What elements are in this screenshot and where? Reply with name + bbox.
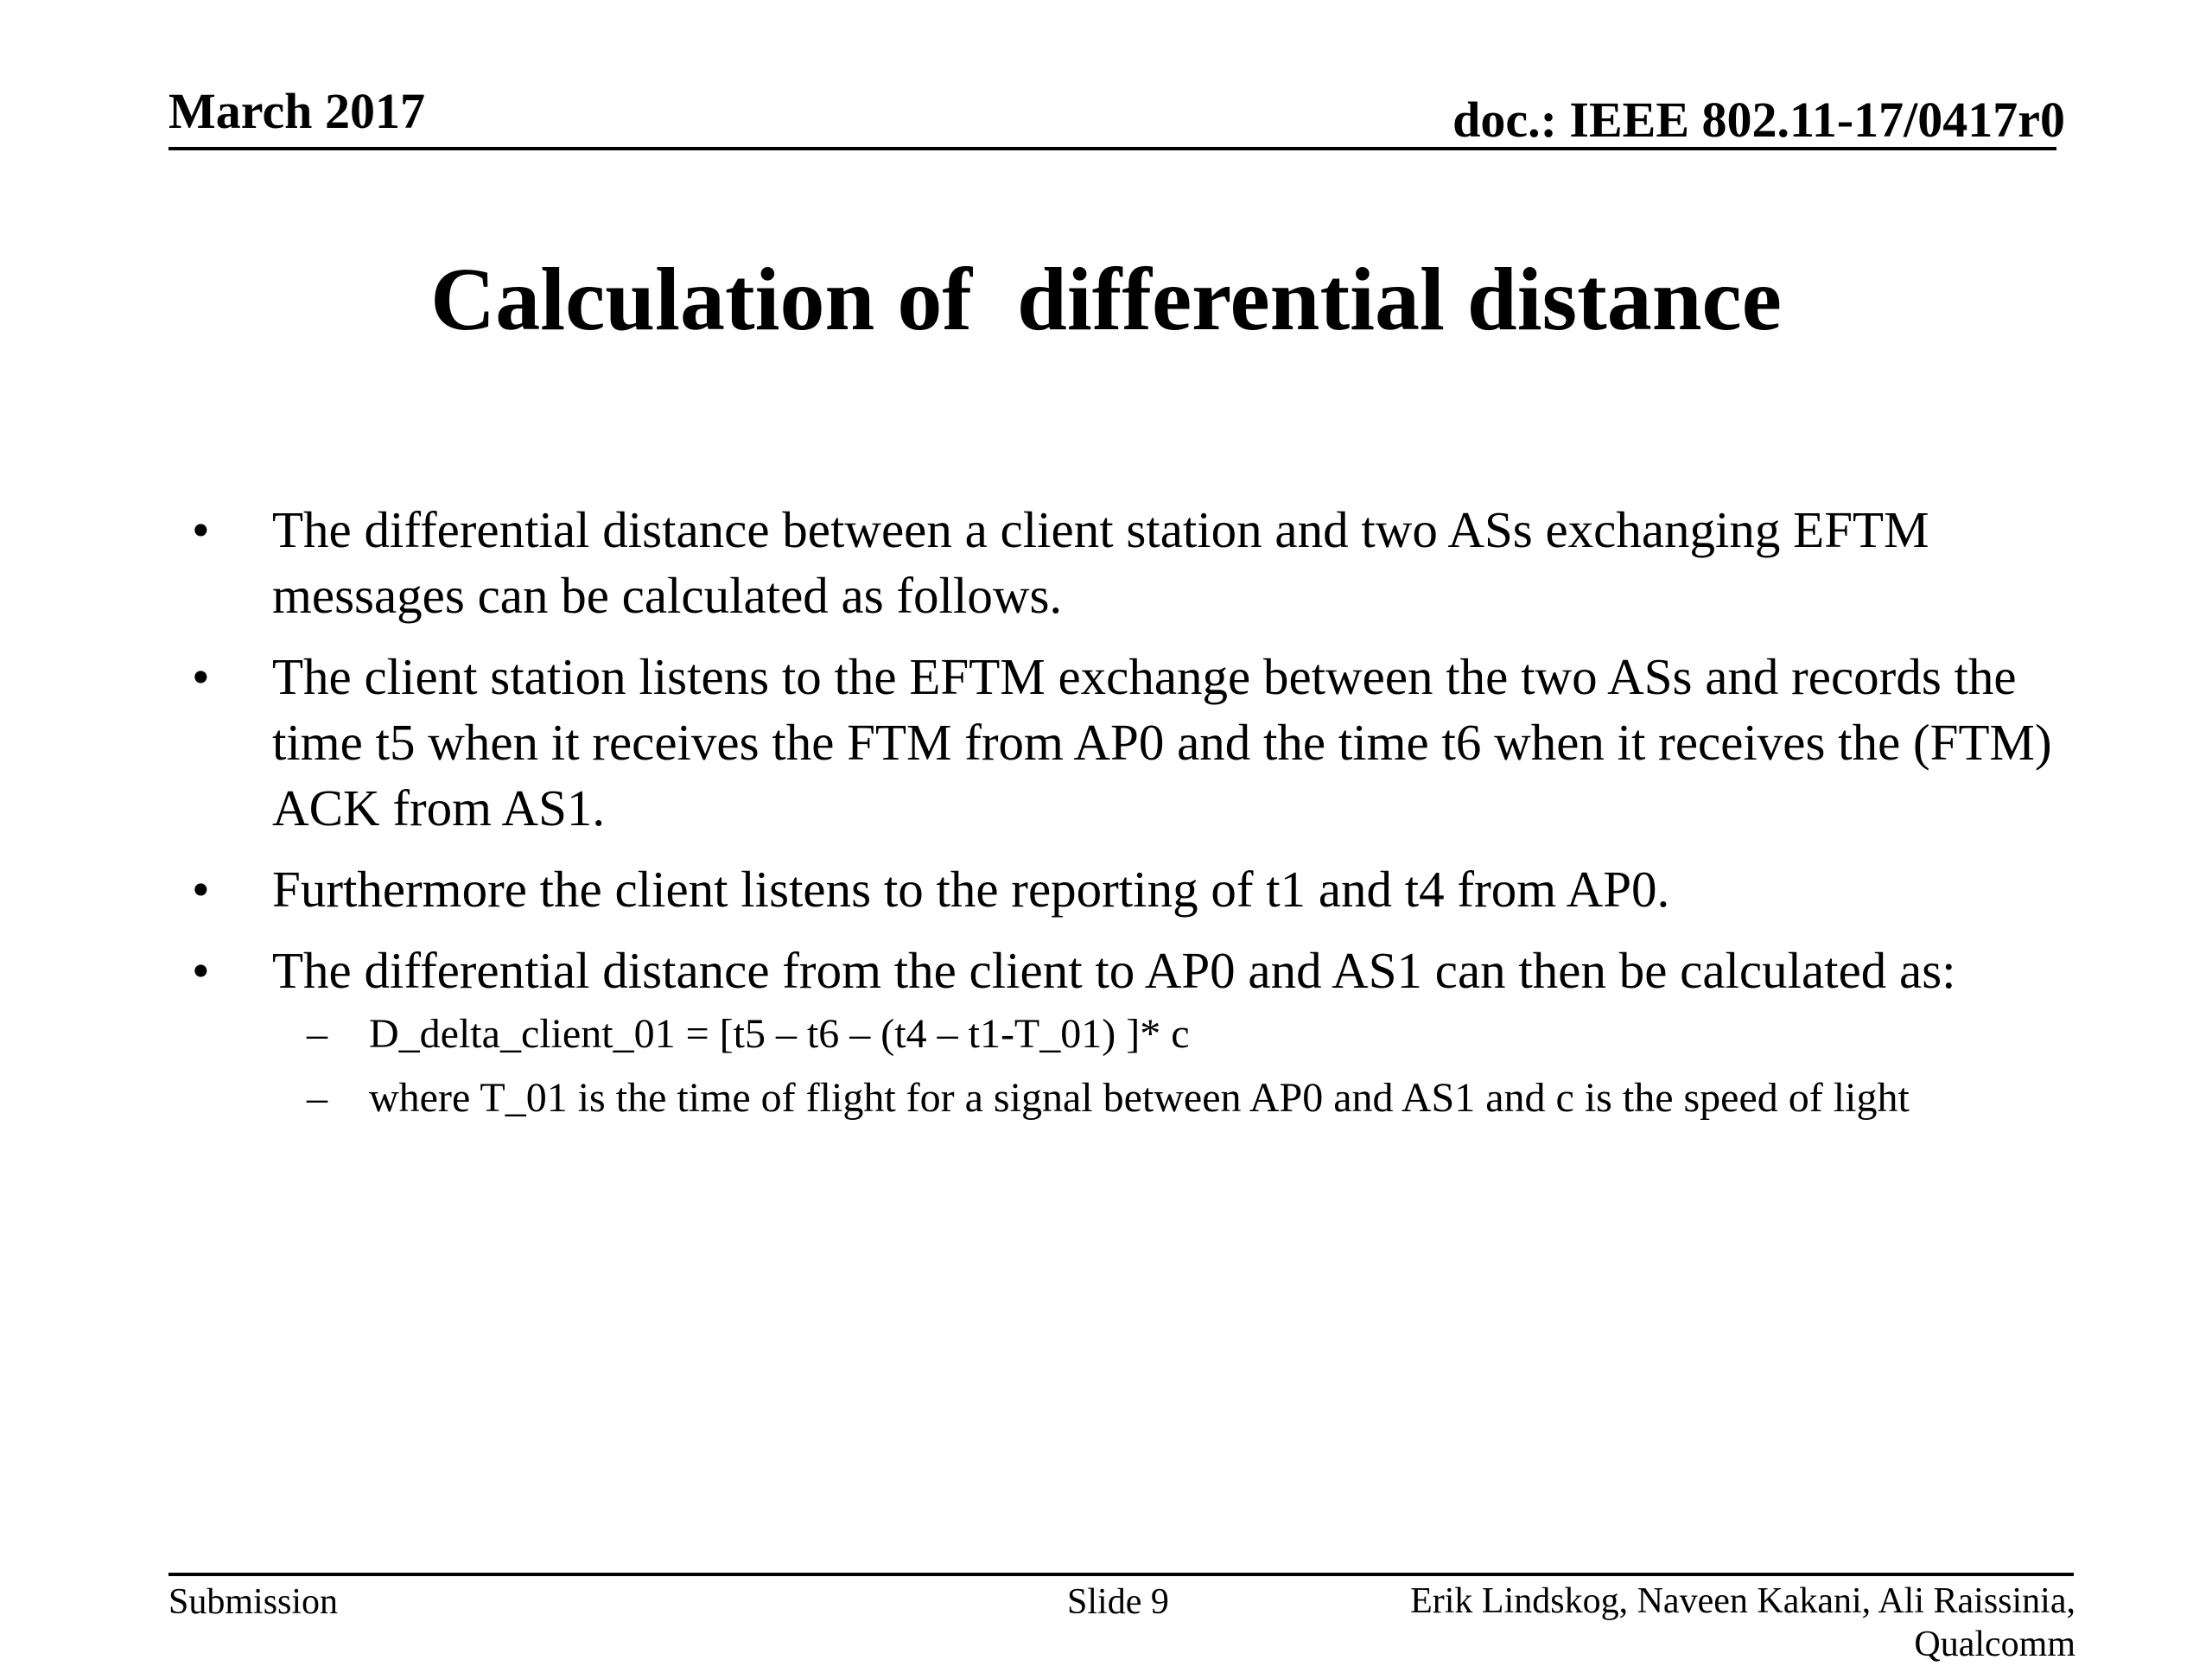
- slide-title: Calculation of differential distance: [430, 250, 1782, 349]
- formula-note-item: [307, 1072, 2082, 1124]
- footer-divider: [168, 1573, 2074, 1576]
- bullet-dot-icon: •: [192, 501, 210, 558]
- sub-bullet-list: [272, 1008, 2082, 1124]
- bullet-item: [181, 938, 2082, 1124]
- bullet-list: [181, 497, 2082, 1140]
- bullet-text: The client station listens to the EFTM exchange between the two ASs and records the time t5 when it receives the FTM from AP0 and the time t6 when it receives the (FTM) ACK from AS1.: [272, 648, 2052, 836]
- formula-item: [307, 1008, 2082, 1060]
- footer-authors-line1: Erik Lindskog, Naveen Kakani, Ali Raissinia,: [1410, 1581, 2075, 1621]
- dash-icon: –: [307, 1075, 327, 1121]
- bullet-text: The differential distance between a client station and two ASs exchanging EFTM messages can be calculated as follows.: [272, 501, 1929, 624]
- footer-authors-line2: Qualcomm: [1914, 1625, 2075, 1664]
- formula-text: D_delta_client_01 = [t5 – t6 – (t4 – t1-T_01) ]* c: [369, 1011, 1190, 1057]
- bullet-text: Furthermore the client listens to the reporting of t1 and t4 from AP0.: [272, 861, 1670, 918]
- dash-icon: –: [307, 1011, 327, 1057]
- bullet-dot-icon: •: [192, 942, 210, 999]
- footer-authors: [1410, 1580, 2075, 1666]
- bullet-item: [181, 644, 2082, 841]
- footer-submission: Submission: [168, 1582, 339, 1622]
- footer-slide-number: Slide 9: [1067, 1582, 1169, 1622]
- bullet-item: [181, 856, 2082, 922]
- formula-note-text: where T_01 is the time of flight for a signal between AP0 and AS1 and c is the speed of light: [369, 1075, 1910, 1121]
- bullet-item: [181, 497, 2082, 628]
- header-doc-id: doc.: IEEE 802.11-17/0417r0: [1452, 92, 2065, 148]
- bullet-text: The differential distance from the client to AP0 and AS1 can then be calculated as:: [272, 942, 1956, 999]
- bullet-dot-icon: •: [192, 861, 210, 918]
- bullet-dot-icon: •: [192, 648, 210, 705]
- header-date: March 2017: [168, 83, 425, 139]
- header-divider: [168, 147, 2056, 150]
